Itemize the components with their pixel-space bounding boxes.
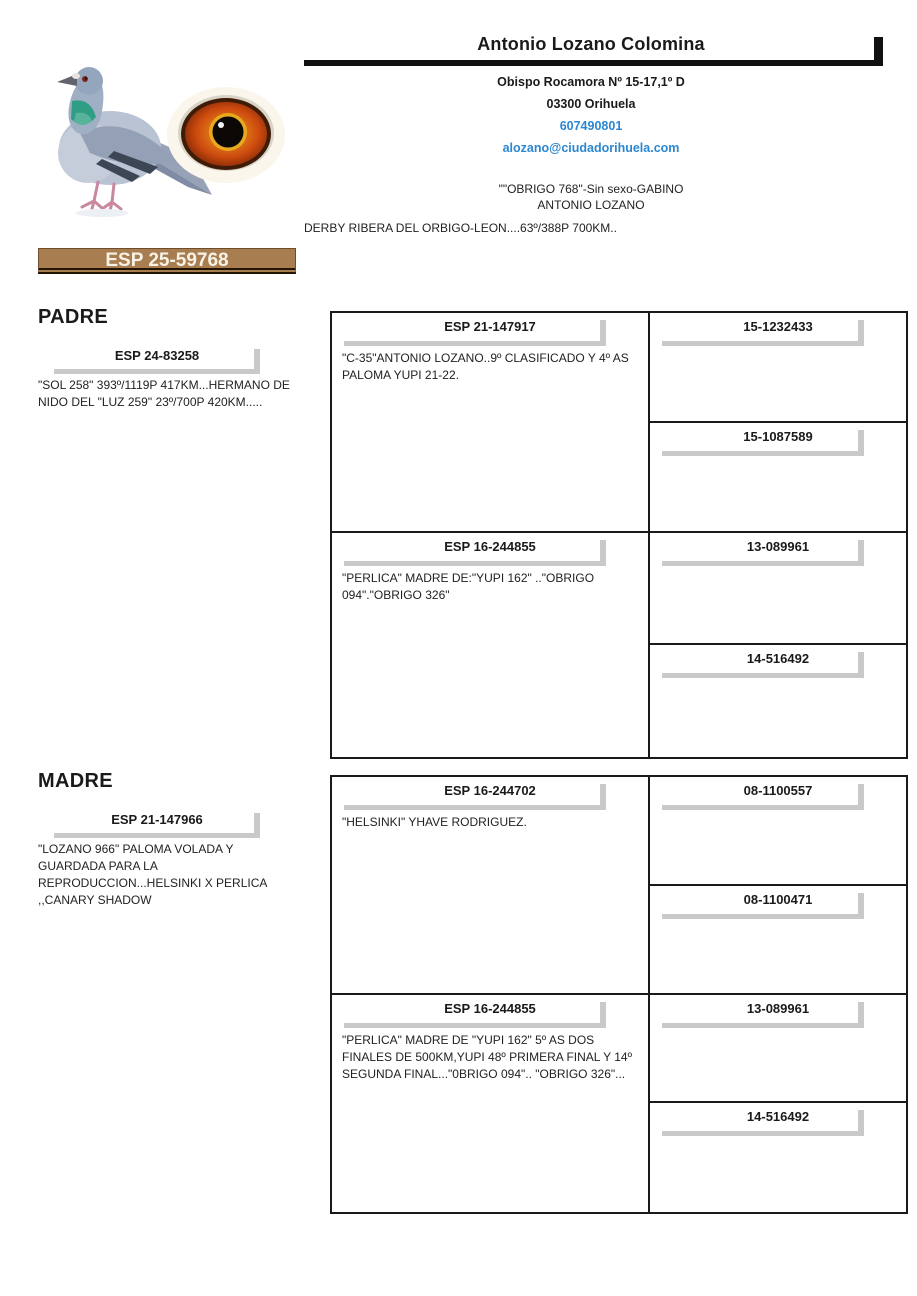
performance-line: DERBY RIBERA DEL ORBIGO-LEON....63º/388P 700KM.. [304,221,617,235]
email-link[interactable]: alozano@ciudadorihuela.com [502,141,680,155]
underline-shadow-riser [600,320,606,346]
address-line2: 03300 Orihuela [546,97,636,111]
mother-description: "LOZANO 966" PALOMA VOLADA Y GUARDADA PARA LA REPRODUCCION...HELSINKI X PERLICA ,,CANARY SHADOW [38,842,267,907]
bird-title-block [304,181,878,213]
father-grandparents-column [650,313,906,757]
father-ring-number: ESP 24-83258 [52,344,262,374]
ring-header: 13-089961 [650,533,906,566]
cell-mother-gp1 [650,777,906,886]
underline-shadow-riser [600,1002,606,1028]
contact-block [304,71,878,159]
underline-shadow-riser [254,813,260,838]
underline-shadow [662,1023,858,1028]
cell-mother-sire [332,777,648,995]
cell-description: "PERLICA" MADRE DE "YUPI 162" 5º AS DOS FINALES DE 500KM,YUPI 48º PRIMERA FINAL Y 14º SEGUNDA FINAL..."0BRIGO 094".. "OBRIGO 326"... [342,1033,632,1081]
ring-header: ESP 21-147917 [332,313,648,346]
father-parents-column [332,313,650,757]
underline-shadow [344,1023,600,1028]
cell-mother-gp2 [650,886,906,995]
phone-link[interactable]: 607490801 [559,119,623,133]
underline-shadow-riser [858,430,864,456]
ring-header: 08-1100471 [650,886,906,919]
ring-header: 13-089961 [650,995,906,1028]
underline-shadow [54,369,260,374]
underline-shadow-riser [858,1002,864,1028]
underline-shadow [662,914,858,919]
underline-shadow-riser [858,652,864,678]
cell-father-sire [332,313,648,533]
underline-shadow-riser [858,893,864,919]
cell-father-gp1 [650,313,906,423]
underline-shadow [344,341,600,346]
ring-header: 08-1100557 [650,777,906,810]
underline-shadow [662,805,858,810]
ring-header: ESP 16-244702 [332,777,648,810]
header-underline [304,60,883,66]
mother-parents-column [332,777,650,1212]
father-description: "SOL 258" 393º/1119P 417KM...HERMANO DE NIDO DEL "LUZ 259" 23º/700P 420KM..... [38,378,290,409]
ring-header: 15-1232433 [650,313,906,346]
mother-section-heading: MADRE [38,770,113,792]
cell-description: "C-35"ANTONIO LOZANO..9º CLASIFICADO Y 4º AS PALOMA YUPI 21-22. [342,351,629,382]
underline-shadow-riser [254,349,260,374]
underline-shadow-riser [858,1110,864,1136]
header-underline-riser [874,37,883,66]
underline-shadow [344,805,600,810]
underline-shadow [344,561,600,566]
underline-shadow-riser [600,784,606,810]
ring-header: 15-1087589 [650,423,906,456]
underline-shadow [54,833,260,838]
underline-shadow [662,341,858,346]
cell-mother-gp3 [650,995,906,1103]
cell-father-gp2 [650,423,906,533]
underline-shadow [662,673,858,678]
owner-name: Antonio Lozano Colomina [477,34,705,54]
cell-father-gp3 [650,533,906,645]
breeder-name: ANTONIO LOZANO [537,198,645,212]
cell-father-gp4 [650,645,906,757]
address-line1: Obispo Rocamora Nº 15-17,1º D [497,75,685,89]
cell-father-dam [332,533,648,757]
father-pedigree-grid [330,311,908,759]
pigeon-eye-image [165,84,287,186]
cell-description: "HELSINKI" YHAVE RODRIGUEZ. [342,815,527,829]
ring-header: ESP 16-244855 [332,995,648,1028]
underline-shadow-riser [858,540,864,566]
underline-shadow-riser [600,540,606,566]
cell-description: "PERLICA" MADRE DE:"YUPI 162" .."OBRIGO 094"."OBRIGO 326" [342,571,595,602]
bird-title: ""OBRIGO 768"-Sin sexo-GABINO [498,182,684,196]
underline-shadow [662,451,858,456]
underline-shadow [662,561,858,566]
ring-header: 14-516492 [650,645,906,678]
underline-shadow-riser [858,784,864,810]
mother-grandparents-column [650,777,906,1212]
main-ring-banner: ESP 25-59768 [38,248,296,274]
ring-header: ESP 16-244855 [332,533,648,566]
father-section-heading: PADRE [38,306,109,328]
underline-shadow-riser [858,320,864,346]
mother-pedigree-grid [330,775,908,1214]
ring-header: 14-516492 [650,1103,906,1136]
mother-ring-number: ESP 21-147966 [52,808,262,838]
cell-mother-dam [332,995,648,1212]
cell-mother-gp4 [650,1103,906,1212]
underline-shadow [662,1131,858,1136]
